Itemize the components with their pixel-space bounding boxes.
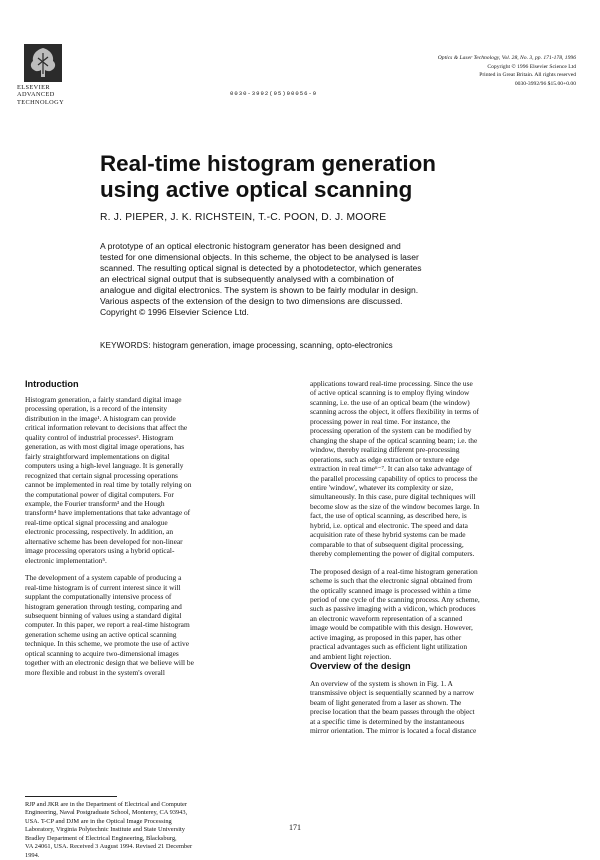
text-line: hybrid, i.e. optical and electronic. The speed and data [310, 520, 468, 530]
text-line: changing the shape of the optical scanning beam; i.e. the [310, 435, 478, 445]
text-line: computer. In this paper, we report a real-time histogram [25, 620, 190, 630]
text-line: precise location that the beam passes through the object [310, 707, 475, 717]
authors: R. J. PIEPER, J. K. RICHSTEIN, T.-C. POON, D. J. MOORE [100, 212, 387, 223]
paragraph [310, 567, 480, 662]
text-line: processing operation, is a record of the intensity [25, 404, 168, 414]
text-line: period of one cycle of the scanning process. Any scheme, [310, 594, 480, 604]
text-line: computers using a high-level language. It is generally [25, 461, 184, 471]
paragraph [25, 573, 194, 677]
text-line: transmissive object is sequentially scanned by a narrow [310, 688, 474, 698]
journal-info: Optics & Laser Technology, Vol. 28, No. 3, pp. 171-178, 1996 Copyright © 1996 Elsevier Science Ltd Printed in Great Britain. All rights reserved 0030-3992/96 $15.00+0.00 [437, 55, 576, 87]
text-line: scanning across the object, it offers flexibility in terms of [310, 407, 479, 417]
text-line: beam of light generated from a laser as shown. The [310, 697, 462, 707]
text-line: the computational power of digital computers. For [25, 489, 174, 499]
text-line: image processing operators using a hybrid optical- [25, 546, 175, 556]
text-line: supplant the computationally intensive process of [25, 592, 172, 602]
text-line: electronic processing, respectively. In addition, an [25, 527, 174, 537]
text-line: generation, as with most digital image operations, has [25, 442, 185, 452]
text-line: window, thereby realizing different pre-processing [310, 445, 460, 455]
text-line: the optically scanned image is processed within a time [310, 585, 471, 595]
text-line: subsequent binning of values using a standard digital [25, 610, 182, 620]
text-line: entire 'window', whatever its complexity or size, [310, 482, 454, 492]
left-column [25, 395, 194, 677]
paragraph [25, 395, 194, 565]
text-line: acquisition rate of these hybrid systems can be made [310, 530, 466, 540]
text-line: together with an electronic design that we believe will be [25, 658, 194, 668]
section-heading-overview: Overview of the design [310, 661, 411, 671]
text-line: generation scheme using an active optical scanning [25, 629, 177, 639]
text-line: fairly straightforward implementations on digital [25, 451, 170, 461]
text-line: scanning, i.e. the use of an optical beam (the window) [310, 397, 470, 407]
page-number: 171 [289, 823, 301, 832]
text-line: mirror orientation. The mirror is located a focal distance [310, 726, 477, 736]
text-line: become slow as the size of the window becomes large. In [310, 501, 480, 511]
right-column [310, 379, 480, 661]
text-line: active imaging, as proposed in this paper, has other [310, 632, 462, 642]
text-line: an electronic waveform representation of a scanned [310, 613, 463, 623]
publisher-name: ELSEVIER ADVANCED TECHNOLOGY [17, 84, 65, 106]
paragraph [310, 679, 476, 736]
text-line: of active optical scanning is to employ flying window [310, 388, 470, 398]
keywords-text: histogram generation, image processing, scanning, opto-electronics [150, 341, 393, 350]
text-line: and ambient light rejection. [310, 651, 392, 661]
text-line: technique. In this scheme, we promote the use of active [25, 639, 189, 649]
text-line: comparable to that of subsequent digital processing, [310, 539, 464, 549]
text-line: transform⁴ have implementations that take advantage of [25, 508, 191, 518]
text-line: extraction in real time⁶⁻⁷. It can also take advantage of [310, 464, 473, 474]
keywords [100, 341, 393, 350]
text-line: operations, such as edge extraction or texture edge [310, 454, 460, 464]
paper-title: Real-time histogram generation using active optical scanning [100, 151, 436, 202]
text-line: optical scanning to acquire two-dimensional images [25, 648, 179, 658]
author-affiliations: RJP and JKR are in the Department of Electrical and Computer Engineering, Naval Postgraduate School, Monterey, CA 93943, USA. T-CP and DJM are in the Optical Image Processing Laboratory, Virginia Polytechnic Institute and State University Bradley Department of Electrical Engineering, Blacksburg, VA 24061, USA. Received 3 August 1994. Revised 21 December 1994. [25, 801, 193, 859]
section-heading-introduction: Introduction [25, 379, 79, 389]
text-line: distribution in the image¹. A histogram can provide [25, 413, 176, 423]
text-line: simultaneously. In this case, pure digital techniques will [310, 492, 476, 502]
article-code: 0030-3992(95)00056-9 [230, 90, 318, 97]
text-line: such as passive imaging with a vidicon, which produces [310, 604, 476, 614]
text-line: recognized that certain signal processing operations [25, 470, 178, 480]
text-line: processing power in real time. For instance, the [310, 416, 451, 426]
text-line: applications toward real-time processing. Since the use [310, 379, 473, 388]
paragraph [310, 379, 480, 559]
text-line: scheme is such that the electronic signal obtained from [310, 576, 473, 586]
keywords-label: KEYWORDS: [100, 341, 151, 350]
text-line: An overview of the system is shown in Fig. 1. A [310, 679, 453, 688]
text-line: real-time histogram is of current interest since it will [25, 582, 181, 592]
text-line: electronic implementation⁵. [25, 555, 107, 565]
text-line: fact, the use of optical scanning, as described here, is [310, 511, 467, 521]
text-line: real-time optical signal processing and analogue [25, 517, 168, 527]
right-column-overview [310, 679, 476, 736]
text-line: thereby complementing the power of digital computers. [310, 549, 475, 559]
text-line: Histogram generation, a fairly standard digital image [25, 395, 182, 404]
footnote-rule [25, 796, 117, 797]
text-line: more flexible and robust in the system's overall [25, 667, 165, 677]
text-line: example, the Fourier transform³ and the Hough [25, 498, 165, 508]
tree-icon [24, 44, 62, 82]
text-line: The development of a system capable of producing a [25, 573, 182, 583]
text-line: histogram generation through testing, comparing and [25, 601, 182, 611]
text-line: practical advantages such as efficient light utilization [310, 642, 468, 652]
text-line: quality control of industrial processes². Histogram [25, 432, 174, 442]
abstract: A prototype of an optical electronic histogram generator has been designed and tested for one dimensional objects. In this scheme, the object to be analysed is laser scanned. The resulting optical signal is detected by a photodetector, which generates an electrical signal output that is subsequently analysed with a combination of analogue and digital electronics. The system is shown to be fairly modular in design. Various aspects of the extension of the design to two dimensions are discussed. Copyright © 1996 Elsevier Science Ltd. [100, 241, 422, 318]
text-line: processing operation of the system can be modified by [310, 426, 472, 436]
text-line: alternative scheme has been developed for non-linear [25, 536, 183, 546]
text-line: cannot be implemented in real time by totally relying on [25, 480, 192, 490]
publisher-logo [24, 44, 62, 82]
text-line: critical information relevant to decisions that affect the [25, 423, 188, 433]
text-line: The proposed design of a real-time histogram generation [310, 566, 478, 576]
text-line: at a specific time is determined by the instantaneous [310, 716, 465, 726]
text-line: image would be compatible with this design. However, [310, 623, 473, 633]
text-line: the parallel processing capability of optics to process the [310, 473, 478, 483]
